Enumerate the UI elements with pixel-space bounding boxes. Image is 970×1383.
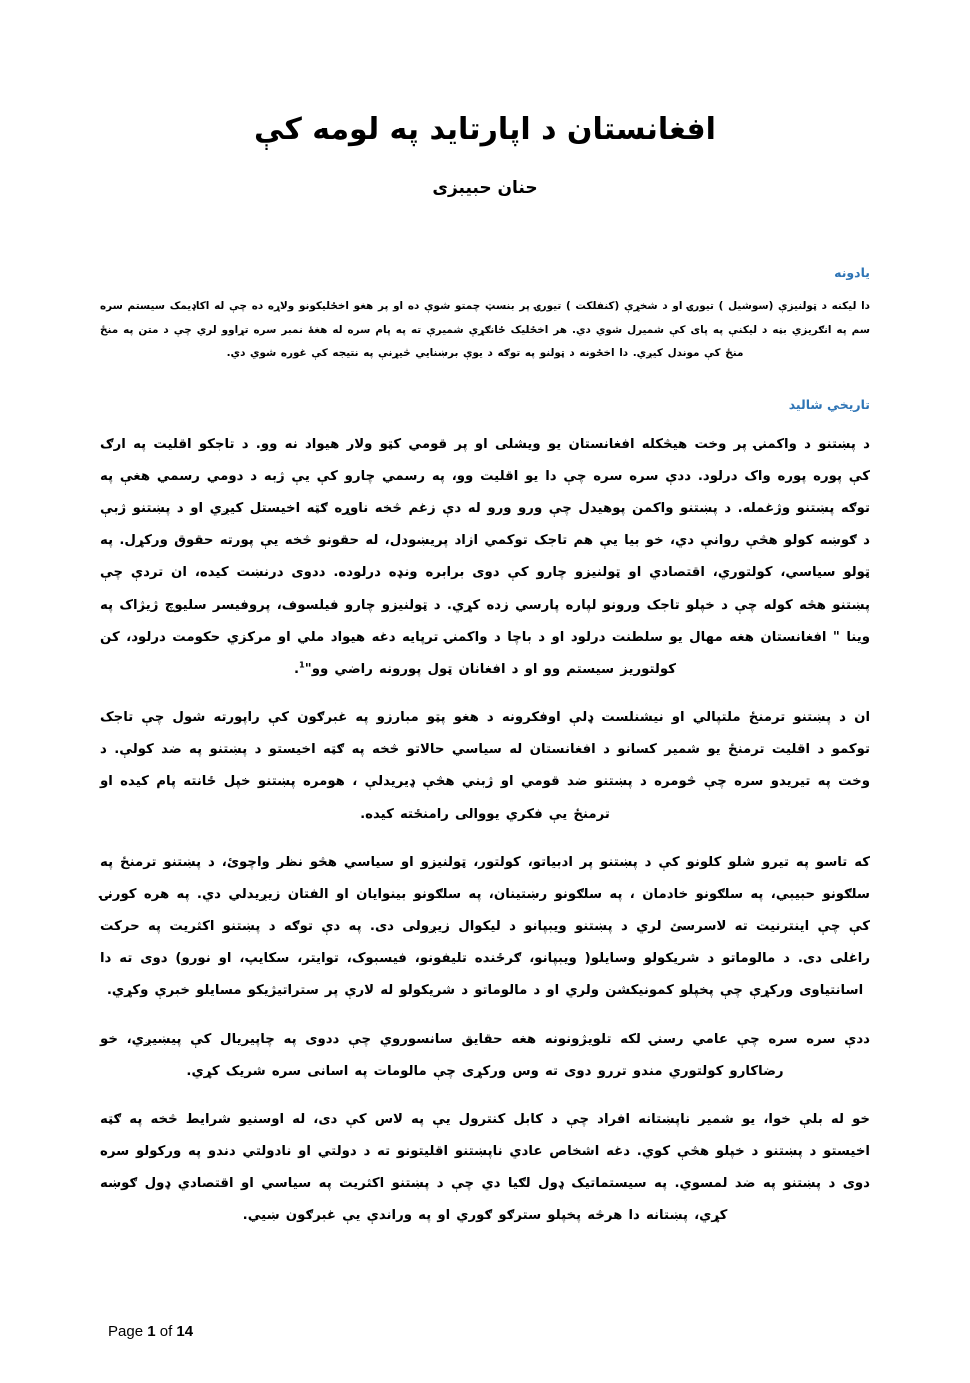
footer-of-label: of (159, 1323, 173, 1340)
page-title: افغانستان د اپارتاید په لومه کې (254, 112, 716, 147)
footnote-reference-1: 1 (299, 659, 305, 670)
notes-paragraph: دا لیکنه د ټولنیزې (سوشیل ) تیورۍ او د شخړې (کنفلکت ) تیورۍ پر بنسټ چمتو شوې ده او پر هغو اخځلیکونو ولاړه ده چې له اکاډیمک سیستم سره سم په انګریزي بڼه د لیکنې په پای کې شمیرل شوي دي. هر اخځلیک ځانګړې شمیرې ته په پام سره له هغهٔ نمبر سره تړاوو لري چې د متن په منځ منځ کې موندل کیږي. دا اخځونه د ټولنو په توګه د یوې برښنایي څیړنې په نتیجه کې غوره شوي دي. (100, 300, 870, 360)
document-author: حنان حبيبزی (432, 177, 538, 198)
body-paragraph-1-text: د پښتنو د واکمنۍ پر وخت هیڅکله افغانستان یو ویشلی او پر قومي کټو ولار هیواد نه وو. د تاجکو اقلیت په ارګ کې پوره پوره واک درلود. ددې سره سره چې دا یو اقلیت وو، په رسمي چارو کې یې ژبه د دومي رسمي هغې په توګه پښتنو وژغمله. د پښتنو واکمن پوهیدل چې ورو ورو له دې زغم څخه ناوړه ګټه اخیستل کیږي او د پښتنو ژبې د ګوښه کولو هڅې روانې دي، خو بیا یې هم تاجک توکمي ازاد پریښودل، له حقونو څخه یې پورته حقوق ورکړل. په ټولو سیاسي، کولتوري، اقتصادي او ټولنیزو چارو کې دوی برابره ونډه درلوده. ددوی درنښت کیده، ان تردې چې پښتنو هڅه کوله چې د خپلو تاجک ورونو لپاره پارسي زده کړي. د ټولنیزو چارو فیلسوف، پروفیسر سلیوچ ژیژاک په وینا " افغانستان هغه مهال یو سلطنت درلود او د باچا د واکمنۍ ترپایه دغه هیواد ملي او مرکزي حکومت درلود، کن کولتوریز سیستم وو او د افغانان ټول پورونه راضي وو" (100, 436, 870, 677)
body-paragraph-5: خو له بلې خوا، یو شمیر ناپښتانه افراد چې د کابل کنترول یې په لاس کې دی، له اوسنیو شرایط څخه په ګټه اخیستو د پښتنو د خپلو هڅې کوي. دغه اشخاص عادي ناپښتنو اقلیتونو ته د دولتي او نادولتي دندو په ورکولو سره دوی د پښتنو په ضد لمسوي. په سیستماتیک ډول لګیا دي چې د پښتنو اکثریت په سیاسي او اقتصادي ډول ګوښه کړي، پښتانه دا هرڅه پخپلو سترګو ګوري او په وراندې یې غبرګون ښیي. (100, 1111, 870, 1224)
body-paragraph-3: که تاسو په تیرو شلو کلونو کې د پښتنو پر ادبیاتو، کولتور، ټولنیزو او سیاسي هڅو نظر واچوئ، د پښتنو ترمنځ په سلګونو حبیبي، په سلګونو خادمان ، په سلګونو رښتینان، په سلګونو بینوایان او الفتان زیږیدلي دي. په هره کورنۍ کې چې اینترنیت ته لاسرسئ لري د پښتنو ویبپانو د لیکوال زیږولی دی. په دې توګه د پښتنو اکثریت په حرکت راغلی دی. د مالوماتو د شریکولو وسایلو( ویبپانو، ګرځنده تلیفونو، فیسبوک، توایتر، سکایپ، او نورو) دوی ته دا اسانتیاوی ورکړې چې پخپلو کمونیکشن ولري او د مالوماتو د شریکولو له لارې پر ستراتیژیکو مسایلو خبرې وکړي. (100, 854, 870, 999)
section-heading-historical-background: تاریخي شالید (788, 397, 870, 413)
footer-page-number: 1 (147, 1323, 156, 1340)
page-content-area (100, 0, 870, 1233)
body-paragraph-1: د پښتنو د واکمنۍ پر وخت هیڅکله افغانستان یو ویشلی او پر قومي کټو ولار هیواد نه وو. د تاجکو اقلیت په ارګ کې پوره پوره واک درلود. ددې سره سره چې دا یو اقلیت وو، په رسمي چارو کې یې ژبه د دومي رسمي هغې په توګه پښتنو وژغمله. د پښتنو واکمن پوهیدل چې ورو ورو له دې زغم څخه ناوړه ګټه اخیستل کیږي او د پښتنو ژبې د ګوښه کولو هڅې روانې دي، خو بیا یې هم تاجک توکمي ازاد پریښودل، له حقونو څخه یې پورته حقوق ورکړل. په ټولو سیاسي، کولتوري، اقتصادي او ټولنیزو چارو کې دوی برابره ونډه درلوده. ددوی درنښت کیده، ان تردې چې پښتنو هڅه کوله چې د خپلو تاجک ورونو لپاره پارسي زده کړي. د ټولنیزو چارو فیلسوف، پروفیسر سلیوچ ژیژاک په وینا " افغانستان هغه مهال یو سلطنت درلود او د باچا د واکمنۍ ترپایه دغه هیواد ملي او مرکزي حکومت درلود، کن کولتوریز سیستم وو او د افغانان ټول پورونه راضي وو"$^1$. (100, 436, 870, 677)
footer-page-label: Page (108, 1323, 144, 1340)
section-heading-notes: یادونه (834, 264, 870, 280)
page-footer (0, 1323, 970, 1340)
footer-total-pages: 14 (176, 1323, 194, 1340)
body-paragraph-2: ان د پښتنو ترمنځ ملتپالي او نیشنلست ډلې اوفکرونه د هغو پټو مبارزو په غبرګون کې راپورته شول چې تاجک توکمو د اقلیت ترمنځ یو شمیر کسانو د افغانستان له سیاسي حالاتو څخه په ګټه اخیستو د پښتنو په ضد کولې. د وخت په تیریدو سره چې څومره د پښتنو ضد قومي او ژبني هڅې ډیریدلې ، هومره پښتنو خپل ځانته پام کیده او ترمنځ یې فکري یووالی رامنځته کیده. (100, 710, 870, 822)
body-paragraph-4: ددې سره سره چې عامي رسنۍ لکه تلویژونونه هغه حقایق سانسوروي چې ددوی په چاپیریال کې پیښیږي، خو رضاکارو کولتوري مندو تررو دوی ته وس ورکړی چې مالومات په اسانی سره شریک کړي. (100, 1031, 870, 1079)
